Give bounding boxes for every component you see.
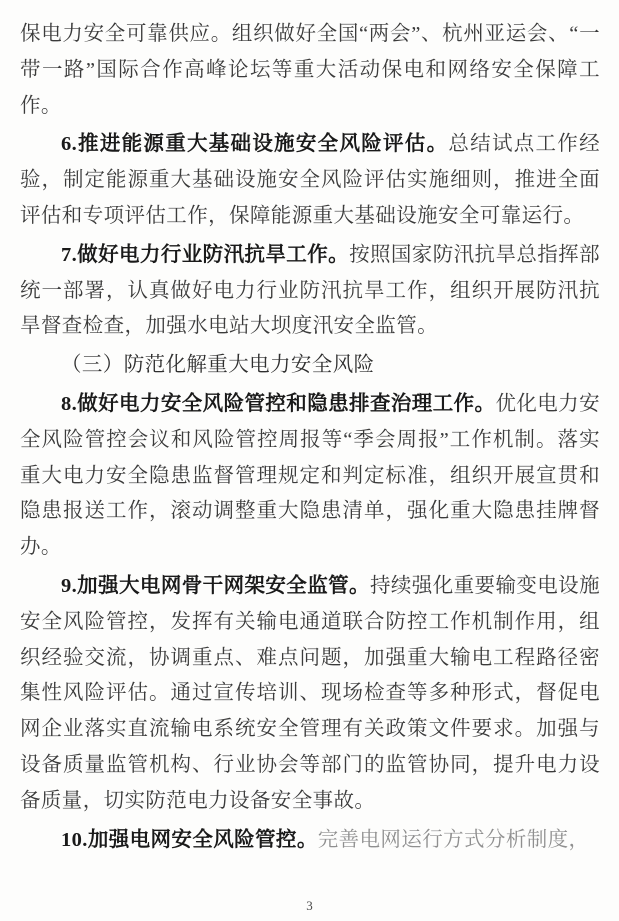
- paragraph-item-10: [20, 823, 600, 859]
- paragraph-item-9-text: 持续强化重要输变电设施安全风险管控，发挥有关输电通道联合防控工作机制作用，组织经验交流，协调重点、难点问题，加强重大输电工程路径密集性风险评估。通过宣传培训、现场检查等多种形式，督促电网企业落实直流输电系统安全管理有关政策文件要求。加强与设备质量监管机构、行业协会等部门的监管协同，提升电力设备质量，切实防范电力设备安全事故。: [20, 574, 600, 812]
- section-heading-3: [20, 348, 600, 384]
- paragraph-item-8: [20, 387, 600, 566]
- paragraph-item-6-text: 总结试点工作经验，制定能源重大基础设施安全风险评估实施细则，推进全面评估和专项评估工作，保障能源重大基础设施安全可靠运行。: [20, 133, 600, 227]
- paragraph-item-7-heading: 7.做好电力行业防汛抗旱工作。: [61, 243, 350, 266]
- paragraph-item-6-heading: 6.推进能源重大基础设施安全风险评估。: [61, 133, 449, 156]
- paragraph-item-7: [20, 238, 600, 345]
- paragraph-item-8-text: 优化电力安全风险管控会议和风险管控周报等“季会周报”工作机制。落实重大电力安全隐患监督管理规定和判定标准，组织开展宣贯和隐患报送工作，滚动调整重大隐患清单，强化重大隐患挂牌督办。: [20, 392, 600, 559]
- page-number: 3: [306, 898, 313, 913]
- paragraph-item-10-heading: 10.加强电网安全风险管控。: [61, 828, 318, 851]
- paragraph-item-9-heading: 9.加强大电网骨干网架安全监管。: [61, 574, 370, 597]
- paragraph-item-7-text: 按照国家防汛抗旱总指挥部统一部署，认真做好电力行业防汛抗旱工作，组织开展防汛抗旱督查检查，加强水电站大坝度汛安全监管。: [20, 243, 600, 338]
- paragraph-item-9: [20, 569, 600, 820]
- paragraph-continuation-text: 保电力安全可靠供应。组织做好全国“两会”、杭州亚运会、“一带一路”国际合作高峰论坛等重大活动保电和网络安全保障工作。: [20, 23, 600, 117]
- paragraph-item-6: [20, 127, 600, 234]
- section-heading-3-text: （三）防范化解重大电力安全风险: [61, 354, 375, 377]
- paragraph-item-10-text: 完善电网运行方式分析制度，: [317, 828, 590, 851]
- paragraph-item-8-heading: 8.做好电力安全风险管控和隐患排查治理工作。: [61, 392, 496, 415]
- paragraph-continuation: [20, 17, 600, 124]
